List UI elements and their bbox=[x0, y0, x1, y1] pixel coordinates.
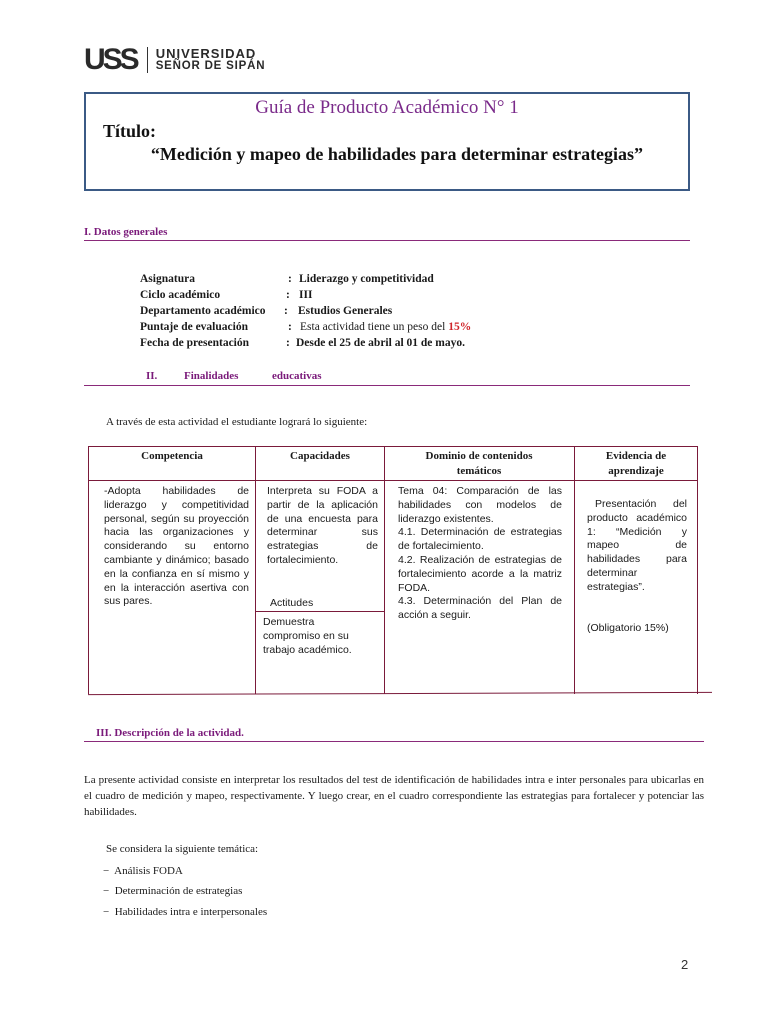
section2-rule bbox=[84, 385, 690, 386]
main-title: “Medición y mapeo de habilidades para determinar estrategias” bbox=[150, 144, 644, 164]
logo-line1: UNIVERSIDAD bbox=[155, 46, 257, 61]
topic-item bbox=[103, 865, 183, 877]
topics-intro: Se considera la siguiente temática: bbox=[106, 843, 259, 855]
data-sep: : bbox=[286, 289, 290, 301]
topic-label: Análisis FODA bbox=[114, 865, 183, 877]
dominio-item: 4.2. Realización de estrategias de fortalecimiento acorde a la matriz FODA. bbox=[398, 553, 562, 594]
table-col-divider-2 bbox=[384, 446, 385, 694]
cell-actitudes-label: Actitudes bbox=[270, 597, 314, 609]
cell-capacidades: Interpreta su FODA a partir de la aplicación de una encuesta para determinar sus estrategias de fortalecimiento. bbox=[267, 485, 378, 566]
data-sep: : bbox=[288, 321, 292, 333]
data-row-departamento bbox=[140, 303, 560, 319]
topic-item bbox=[103, 906, 267, 918]
general-data-list bbox=[140, 271, 560, 353]
section3-heading: III. Descripción de la actividad. bbox=[96, 727, 244, 739]
dominio-item: Tema 04: Comparación de las habilidades con modelos de liderazgo existentes. bbox=[398, 485, 562, 525]
bullet-mark: − bbox=[103, 906, 110, 918]
topic-item bbox=[103, 885, 242, 897]
page-number: 2 bbox=[681, 957, 689, 972]
data-key: Ciclo académico bbox=[140, 289, 221, 301]
section1-heading: I. Datos generales bbox=[84, 226, 168, 238]
data-row-asignatura bbox=[140, 271, 560, 287]
data-value: Liderazgo y competitividad bbox=[299, 273, 434, 285]
data-value: Desde el 25 de abril al 01 de mayo. bbox=[296, 337, 465, 349]
data-key: Departamento académico bbox=[140, 305, 266, 317]
data-key: Puntaje de evaluación bbox=[140, 321, 248, 333]
table-border-top bbox=[88, 446, 698, 447]
table-border-right bbox=[697, 446, 698, 694]
guide-title: Guía de Producto Académico N° 1 bbox=[255, 97, 519, 118]
logo-text bbox=[156, 47, 266, 73]
section2-word2: educativas bbox=[272, 370, 322, 382]
cell-dominio bbox=[398, 485, 562, 623]
table-header-rule bbox=[88, 480, 698, 481]
table-border-left bbox=[88, 446, 89, 694]
section2-number: II. bbox=[146, 370, 158, 382]
bullet-mark: − bbox=[103, 885, 110, 897]
header-evidencia: Evidencia de aprendizaje bbox=[605, 450, 667, 477]
data-row-fecha bbox=[140, 335, 560, 351]
data-sep: : bbox=[288, 273, 292, 285]
section2-word1: Finalidades bbox=[184, 370, 239, 382]
header-competencia: Competencia bbox=[141, 450, 203, 462]
title-box bbox=[84, 92, 690, 191]
titulo-label: Título: bbox=[103, 121, 157, 141]
dominio-item: 4.1. Determinación de estrategias de fortalecimiento. bbox=[398, 526, 562, 553]
cell-competencia: -Adopta habilidades de liderazgo y competitividad personal, según su proyección hacia las organizaciones y considerando su entorno cambiante y dinámico; basado en la confianza en sí mismo y en la interacción asertiva con sus pares. bbox=[104, 485, 249, 608]
section1-rule bbox=[84, 240, 690, 241]
table-border-bottom bbox=[88, 692, 712, 695]
logo-line2: SEÑOR DE SIPÁN bbox=[155, 60, 266, 72]
header-dominio: Dominio de contenidos temáticos bbox=[425, 450, 533, 477]
topic-label: Habilidades intra e interpersonales bbox=[114, 906, 268, 918]
data-value: III bbox=[299, 289, 313, 301]
table-col-divider-3 bbox=[574, 446, 575, 694]
section2-intro: A través de esta actividad el estudiante logrará lo siguiente: bbox=[106, 416, 368, 428]
university-logo bbox=[84, 44, 265, 76]
data-sep: : bbox=[286, 337, 290, 349]
activity-description: La presente actividad consiste en interpretar los resultados del test de identificación de habilidades intra e inter personales para ubicarlas en el cuadro de medición y mapeo, respectivamente. Y luego crear, en el cuadro correspondiente las estrategias para fortalecer y potenciar las habilidades. bbox=[84, 774, 704, 818]
header-capacidades: Capacidades bbox=[290, 450, 350, 462]
dominio-item: 4.3. Determinación del Plan de acción a seguir. bbox=[398, 595, 562, 622]
topic-label: Determinación de estrategias bbox=[114, 885, 243, 897]
data-sep: : bbox=[284, 305, 288, 317]
weight-percent: 15% bbox=[448, 321, 472, 333]
data-value-text: Esta actividad tiene un peso del bbox=[300, 321, 446, 333]
cell-evidencia: Presentación del producto académico 1: “Medición y mapeo de habilidades para determinar estrategias”. bbox=[587, 498, 687, 593]
data-row-ciclo bbox=[140, 287, 560, 303]
table-col-divider-1 bbox=[255, 446, 256, 694]
data-key: Asignatura bbox=[140, 273, 195, 285]
cell-evidencia-note: (Obligatorio 15%) bbox=[587, 622, 669, 634]
data-key: Fecha de presentación bbox=[140, 337, 250, 349]
logo-separator bbox=[147, 47, 148, 73]
section3-rule bbox=[84, 741, 704, 742]
data-value bbox=[300, 319, 471, 335]
actitudes-rule bbox=[256, 611, 384, 612]
bullet-mark: − bbox=[103, 865, 110, 877]
data-row-puntaje bbox=[140, 319, 560, 335]
cell-actitudes: Demuestra compromiso en su trabajo académico. bbox=[263, 616, 352, 656]
data-value: Estudios Generales bbox=[298, 305, 393, 317]
logo-mark: USS bbox=[84, 43, 137, 76]
